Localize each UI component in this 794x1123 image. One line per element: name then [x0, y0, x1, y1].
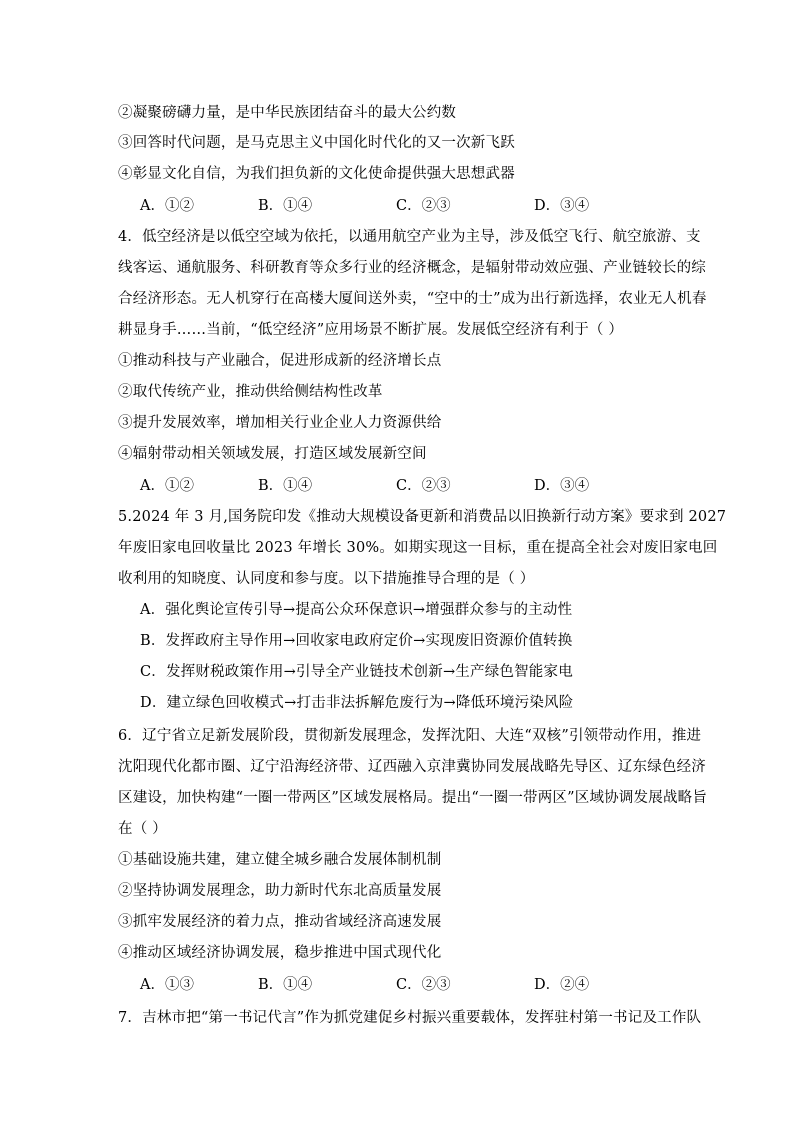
q4-item-3: ③提升发展效率，增加相关行业企业人力资源供给 — [118, 415, 442, 431]
q6-item-2: ②坚持协调发展理念，助力新时代东北高质量发展 — [118, 883, 442, 899]
q5-choice-b[interactable]: B．发挥政府主导作用→回收家电政府定价→实现废旧资源价值转换 — [140, 633, 573, 649]
q6-stem-line-2: 沈阳现代化都市圈、辽宁沿海经济带、辽西融入京津冀协同发展战略先导区、辽东绿色经济 — [118, 759, 706, 775]
q3-item-3: ③回答时代问题，是马克思主义中国化时代化的又一次新飞跃 — [118, 135, 515, 151]
q4-stem-line-4: 耕显身手……当前，“低空经济”应用场景不断扩展。发展低空经济有利于（ ） — [118, 322, 624, 338]
q5-choice-d[interactable]: D．建立绿色回收模式→打击非法拆解危废行为→降低环境污染风险 — [140, 695, 574, 711]
q5-choice-a[interactable]: A．强化舆论宣传引导→提高公众环保意识→增强群众参与的主动性 — [140, 602, 573, 618]
q6-option-c[interactable]: C．②③ — [396, 977, 451, 993]
q6-item-3: ③抓牢发展经济的着力点，推动省域经济高速发展 — [118, 914, 442, 930]
q4-stem-line-2: 线客运、通航服务、科研教育等众多行业的经济概念，是辐射带动效应强、产业链较长的综 — [118, 260, 706, 276]
q6-option-b[interactable]: B．①④ — [258, 977, 313, 993]
q3-option-a[interactable]: A．①② — [140, 198, 194, 214]
q4-stem-line-1: 4．低空经济是以低空空域为依托，以通用航空产业为主导，涉及低空飞行、航空旅游、支 — [118, 229, 701, 245]
q4-option-a[interactable]: A．①② — [140, 478, 194, 494]
q7-stem-line-1: 7．吉林市把“第一书记代言”作为抓党建促乡村振兴重要载体，发挥驻村第一书记及工作队 — [118, 1010, 702, 1026]
q6-option-d[interactable]: D．②④ — [534, 977, 590, 993]
q3-item-4: ④彰显文化自信，为我们担负新的文化使命提供强大思想武器 — [118, 166, 515, 182]
q6-option-a[interactable]: A．①③ — [140, 977, 194, 993]
q6-stem-line-3: 区建设，加快构建“一圈一带两区”区域发展格局。提出“一圈一带两区”区域协调发展战略旨 — [118, 790, 708, 806]
q3-option-c[interactable]: C．②③ — [396, 198, 451, 214]
q3-option-d[interactable]: D．③④ — [534, 198, 590, 214]
q4-option-b[interactable]: B．①④ — [258, 478, 313, 494]
q6-item-4: ④推动区域经济协调发展，稳步推进中国式现代化 — [118, 945, 442, 961]
q5-stem-line-1: 5.2024 年 3 月,国务院印发《推动大规模设备更新和消费品以旧换新行动方案》要求到 2027 — [118, 509, 727, 525]
q3-item-2: ②凝聚磅礴力量，是中华民族团结奋斗的最大公约数 — [118, 105, 457, 121]
q5-choice-c[interactable]: C．发挥财税政策作用→引导全产业链技术创新→生产绿色智能家电 — [140, 664, 573, 680]
q4-item-1: ①推动科技与产业融合，促进形成新的经济增长点 — [118, 353, 442, 369]
q4-stem-line-3: 合经济形态。无人机穿行在高楼大厦间送外卖，“空中的士”成为出行新选择，农业无人机春 — [118, 291, 707, 307]
q6-item-1: ①基础设施共建，建立健全城乡融合发展体制机制 — [118, 852, 442, 868]
q6-stem-line-4: 在（ ） — [118, 821, 167, 837]
q5-stem-line-2: 年废旧家电回收量比 2023 年增长 30%。如期实现这一目标，重在提高全社会对废旧家电回 — [118, 540, 718, 556]
q3-option-b[interactable]: B．①④ — [258, 198, 313, 214]
q5-stem-line-3: 收利用的知晓度、认同度和参与度。以下措施推导合理的是（ ） — [118, 571, 535, 587]
q4-option-d[interactable]: D．③④ — [534, 478, 590, 494]
q4-item-2: ②取代传统产业，推动供给侧结构性改革 — [118, 384, 383, 400]
q4-item-4: ④辐射带动相关领域发展，打造区域发展新空间 — [118, 446, 427, 462]
q6-stem-line-1: 6．辽宁省立足新发展阶段，贯彻新发展理念，发挥沈阳、大连“双核”引领带动作用，推进 — [118, 728, 702, 744]
q4-option-c[interactable]: C．②③ — [396, 478, 451, 494]
